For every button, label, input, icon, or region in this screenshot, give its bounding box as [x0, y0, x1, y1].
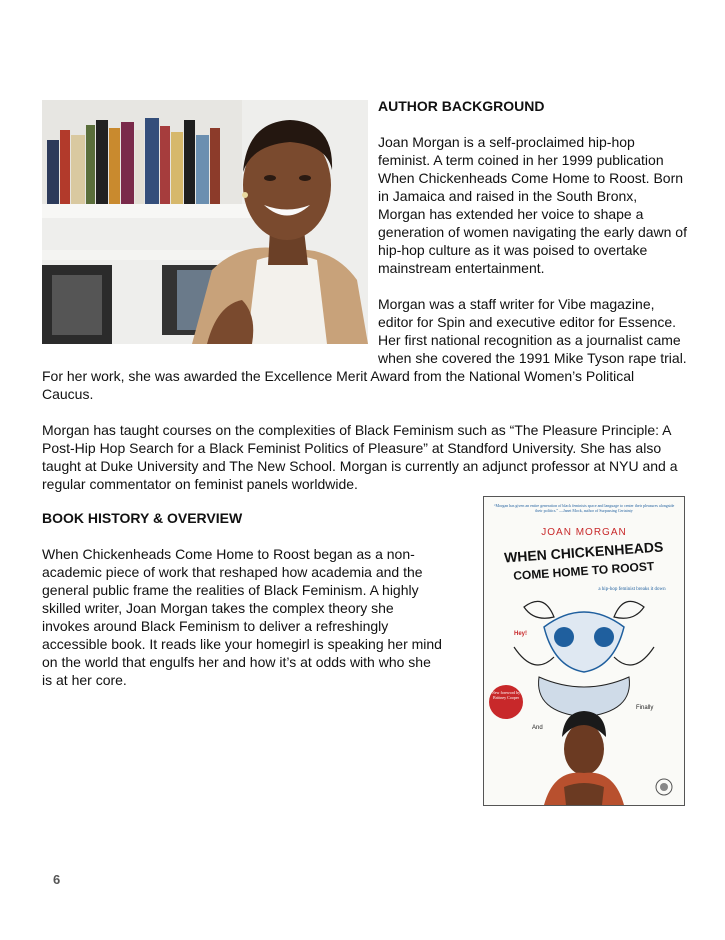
cover-title-line-2: COME HOME TO ROOST: [512, 559, 655, 583]
book-cover-image: [483, 496, 685, 806]
book-history-paragraph: When Chickenheads Come Home to Roost began as a non-academic piece of work that reshaped how academia and the general public frame the realities of Black Feminism. A highly skilled writer, Joan Morgan takes the complex theory she invokes around Black Feminism to deliver a refreshingly accessible book. It reads like your homegirl is speaking her mind on the world that engulfs her and how it’s at odds with who she is at her core.: [42, 546, 442, 688]
cover-word-finally: Finally: [636, 705, 654, 711]
author-background-heading: AUTHOR BACKGROUND: [378, 98, 545, 114]
author-paragraph-1: Joan Morgan is a self-proclaimed hip-hop feminist. A term coined in her 1999 publication When Chickenheads Come Home to Roost. Born in Jamaica and raised in the South Bronx, Morgan has extended her voice to shape a generation of women navigating the early dawn of hip-hop culture as it was poised to overtake mainstream entertainment.: [378, 134, 687, 276]
book-history-section: [42, 509, 442, 707]
author-paragraph-2: Morgan was a staff writer for Vibe magazine, editor for Spin and executive editor for Essence. Her first national recognition as a journalist came when she covered the 1991 Mike Tyson rape trial. For her work, she was awarded the Excellence Merit Award from the National Women’s Political Caucus.: [42, 296, 687, 402]
photo-spacer: [42, 97, 378, 365]
author-paragraph-3: Morgan has taught courses on the complexities of Black Feminism such as “The Pleasure Principle: A Post-Hip Hop Search for a Black Feminist Politics of Pleasure” at Standford University. She has also taught at Duke University and The New School. Morgan is currently an adjunct professor at NYU and a regular commentator on feminist panels worldwide.: [42, 422, 678, 492]
cover-blurb: “Morgan has given an entire generation of black feminists space and language to center their pleasures alongside their politics.” —Janet Mock, author of Surpassing Certainty: [493, 503, 675, 513]
cover-author-name: JOAN MORGAN: [541, 527, 627, 538]
cover-subtitle: a hip-hop feminist breaks it down: [598, 587, 666, 592]
author-background-section: [42, 97, 687, 511]
book-history-heading: BOOK HISTORY & OVERVIEW: [42, 510, 243, 526]
cover-title-line-1: WHEN CHICKENHEADS: [503, 538, 664, 566]
cover-word-and: And: [532, 725, 543, 731]
cover-badge: New foreword by Brittney Cooper: [491, 690, 521, 700]
page-number: 6: [53, 872, 61, 887]
cover-word-hey: Hey!: [514, 631, 528, 637]
